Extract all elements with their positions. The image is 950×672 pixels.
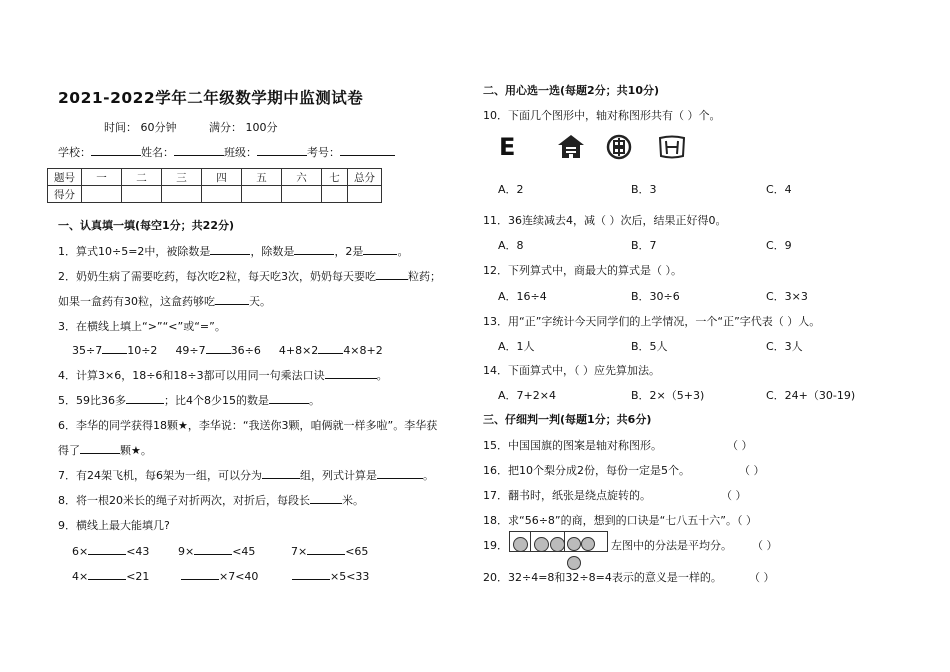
question-7 [58, 467, 434, 483]
number-label: 考号： [307, 146, 340, 159]
q4-blank[interactable] [325, 367, 377, 379]
q7-text: 。 [423, 469, 434, 482]
question-9: 9．横线上最大能填几? [58, 519, 170, 532]
question-3-items [72, 342, 383, 357]
q12-option-b[interactable]: B．30÷6 [631, 290, 680, 303]
score-input-cell[interactable] [282, 186, 322, 203]
question-1 [58, 243, 408, 259]
q9-expr: <65 [345, 545, 369, 558]
pear-group [567, 533, 607, 571]
q14-option-a[interactable]: A．7+2×4 [498, 389, 556, 402]
question-12: 12．下列算式中，商最大的算式是（ ）。 [483, 264, 682, 277]
q6-text: 得了 [58, 444, 80, 457]
pear-icon [567, 537, 581, 551]
score-input-cell[interactable] [322, 186, 348, 203]
q12-option-a[interactable]: A．16÷4 [498, 290, 547, 303]
question-16: 16．把10个梨分成2份，每份一定是5个。 [483, 464, 690, 477]
score-cell: 三 [162, 169, 202, 186]
question-9-row-2b [181, 568, 258, 583]
q20-answer-paren[interactable]: （ ） [749, 571, 775, 584]
pear-icon [550, 537, 565, 552]
question-11: 11．36连续减去4，减（ ）次后，结果正好得0。 [483, 214, 727, 227]
question-4 [58, 367, 388, 383]
score-cell: 四 [202, 169, 242, 186]
q17-answer-paren[interactable]: （ ） [721, 489, 747, 502]
question-2 [58, 268, 441, 284]
q5-blank-2[interactable] [269, 392, 309, 404]
q4-text: 4．计算3×6，18÷6和18÷3都可以用同一句乘法口诀 [58, 369, 325, 382]
q9-expr: <21 [126, 570, 150, 583]
q7-text: 组，列式计算是 [300, 469, 377, 482]
pear-icon [581, 537, 595, 551]
q8-text: 米。 [342, 494, 364, 507]
q9-expr: <43 [126, 545, 150, 558]
question-6: 6．李华的同学获得18颗★，李华说：“我送你3颗，咱俩就一样多啦”。李华获 [58, 419, 438, 432]
question-19: 左图中的分法是平均分。 [611, 539, 732, 552]
q16-answer-paren[interactable]: （ ） [739, 464, 765, 477]
q5-text: 。 [309, 394, 320, 407]
question-6-line-2 [58, 442, 152, 458]
number-blank[interactable] [340, 144, 395, 156]
q11-option-b[interactable]: B．7 [631, 239, 657, 252]
q1-text: 1．算式10÷5=2中，被除数是 [58, 245, 211, 258]
score-input-cell[interactable] [122, 186, 162, 203]
car-logo-icon [657, 135, 687, 159]
score-cell: 总分 [348, 169, 382, 186]
score-input-cell[interactable] [162, 186, 202, 203]
q3-expr: 49÷7 [175, 344, 206, 357]
question-9-row-1 [72, 543, 149, 558]
school-field [58, 144, 395, 160]
q9-expr: 4× [72, 570, 89, 583]
question-2-line-2 [58, 293, 271, 309]
pear-icon [567, 556, 581, 570]
q5-text: ；比4个8少15的数是 [164, 394, 269, 407]
question-15: 15．中国国旗的图案是轴对称图形。 [483, 439, 662, 452]
question-5 [58, 392, 320, 408]
score-cell: 二 [122, 169, 162, 186]
section3-heading: 三、仔细判一判(每题1分；共6分) [483, 413, 652, 426]
house-icon [556, 134, 586, 164]
q9-blank[interactable] [88, 568, 126, 580]
car-logo-icon [657, 135, 687, 163]
section1-heading: 一、认真填一填(每空1分；共22分) [58, 219, 235, 232]
question-17: 17．翻书时，纸张是绕点旋转的。 [483, 489, 651, 502]
school-blank[interactable] [91, 144, 141, 156]
q5-blank-1[interactable] [126, 392, 164, 404]
q2-blank-2[interactable] [215, 293, 249, 305]
q3-blank-2[interactable] [206, 342, 231, 354]
q11-option-c[interactable]: C．9 [766, 239, 792, 252]
pear-group [534, 534, 565, 553]
q9-blank[interactable] [88, 543, 126, 555]
q3-blank-3[interactable] [318, 342, 343, 354]
question-13: 13．用“正”字统计今天同学们的上学情况，一个“正”字代表（ ）人。 [483, 315, 821, 328]
bank-icon [606, 134, 632, 164]
score-cell: 一 [82, 169, 122, 186]
score-cell: 七 [322, 169, 348, 186]
name-blank[interactable] [174, 144, 224, 156]
score-table-score-row [48, 186, 382, 203]
q1-blank-3[interactable] [363, 243, 397, 255]
q6-text: 颗★。 [120, 444, 152, 457]
question-8 [58, 492, 364, 508]
q9-expr: ×7<40 [219, 570, 259, 583]
q9-expr: ×5<33 [330, 570, 370, 583]
q2-text: 粒药； [408, 270, 441, 283]
q2-blank-1[interactable] [376, 268, 408, 280]
question-3: 3．在横线上填上“>”“<”或“=”。 [58, 320, 226, 333]
q9-expr: 9× [178, 545, 195, 558]
q1-text: ，除数是 [250, 245, 295, 258]
q3-expr: 10÷2 [127, 344, 158, 357]
q2-text: 天。 [249, 295, 271, 308]
q10-option-b[interactable]: B．3 [631, 183, 657, 196]
q7-blank-1[interactable] [262, 467, 300, 479]
q1-text: 。 [397, 245, 409, 258]
question-19-number: 19． [483, 539, 508, 552]
q3-expr: 4+8×2 [278, 344, 319, 357]
q1-blank-1[interactable] [210, 243, 250, 255]
question-14: 14．下面算式中，（ ）应先算加法。 [483, 364, 660, 377]
e-letter-glyph: E [499, 133, 515, 161]
q10-option-c[interactable]: C．4 [766, 183, 792, 196]
score-table-header-row [48, 169, 382, 186]
bank-icon [606, 134, 632, 160]
q15-answer-paren[interactable]: （ ） [727, 439, 753, 452]
name-label: 姓名： [141, 146, 174, 159]
full-score: 满分： 100分 [209, 121, 278, 134]
q14-option-c[interactable]: C．24+（30-19) [766, 389, 856, 402]
pear-division-diagram [509, 531, 608, 552]
score-input-cell[interactable] [82, 186, 122, 203]
class-blank[interactable] [257, 144, 307, 156]
q3-expr: 4×8+2 [343, 344, 383, 357]
q9-blank[interactable] [292, 568, 330, 580]
q13-option-a[interactable]: A．1人 [498, 340, 535, 353]
q9-expr: 6× [72, 545, 89, 558]
q2-text: 如果一盒药有30粒，这盒药够吃 [58, 295, 215, 308]
q13-option-b[interactable]: B．5人 [631, 340, 668, 353]
q7-text: 7．有24架飞机，每6架为一组，可以分为 [58, 469, 262, 482]
question-20: 20．32÷4=8和32÷8=4表示的意义是一样的。 [483, 571, 722, 584]
q6-blank[interactable] [80, 442, 120, 454]
score-cell: 得分 [48, 186, 82, 203]
q8-blank[interactable] [310, 492, 342, 504]
pear-group [513, 534, 528, 553]
page-title: 2021-2022学年二年级数学期中监测试卷 [58, 89, 364, 107]
score-input-cell[interactable] [202, 186, 242, 203]
question-10: 10．下面几个图形中，轴对称图形共有（ ）个。 [483, 109, 721, 122]
q19-answer-paren[interactable]: （ ） [752, 539, 778, 552]
school-label: 学校： [58, 146, 91, 159]
score-input-cell[interactable] [242, 186, 282, 203]
q2-text: 2．奶奶生病了需要吃药，每次吃2粒，每天吃3次，奶奶每天要吃 [58, 270, 376, 283]
question-9-row-1c [291, 543, 368, 558]
q9-expr: <45 [232, 545, 256, 558]
score-table [47, 168, 382, 203]
question-18: 18．求“56÷8”的商，想到的口诀是“七八五十六”。（ ） [483, 514, 757, 527]
q9-expr: 7× [291, 545, 308, 558]
q13-option-c[interactable]: C．3人 [766, 340, 803, 353]
score-cell: 五 [242, 169, 282, 186]
e-letter-symbol [499, 135, 514, 159]
q9-blank[interactable] [307, 543, 345, 555]
q1-blank-2[interactable] [294, 243, 334, 255]
section2-heading: 二、用心选一选(每题2分；共10分) [483, 84, 660, 97]
q3-blank-1[interactable] [102, 342, 127, 354]
q4-text: 。 [376, 369, 388, 382]
score-input-cell[interactable] [348, 186, 382, 203]
q3-expr: 35÷7 [72, 344, 103, 357]
exam-time: 时间： 60分钟 [104, 121, 177, 134]
score-cell: 六 [282, 169, 322, 186]
q3-expr: 36÷6 [230, 344, 261, 357]
pear-icon [513, 537, 528, 552]
q12-option-c[interactable]: C．3×3 [766, 290, 808, 303]
q7-blank-2[interactable] [377, 467, 423, 479]
class-label: 班级： [224, 146, 257, 159]
question-9-row-1b [178, 543, 255, 558]
score-cell: 题号 [48, 169, 82, 186]
q5-text: 5．59比36多 [58, 394, 126, 407]
pear-icon [534, 537, 549, 552]
question-9-row-2c [292, 568, 369, 583]
q9-blank[interactable] [181, 568, 219, 580]
q11-option-a[interactable]: A．8 [498, 239, 524, 252]
q8-text: 8．将一根20米长的绳子对折两次，对折后，每段长 [58, 494, 310, 507]
q9-blank[interactable] [194, 543, 232, 555]
question-9-row-2 [72, 568, 149, 583]
q10-option-a[interactable]: A．2 [498, 183, 524, 196]
q1-text: ，2是 [334, 245, 364, 258]
q14-option-b[interactable]: B．2×（5+3) [631, 389, 705, 402]
house-icon [556, 134, 586, 160]
